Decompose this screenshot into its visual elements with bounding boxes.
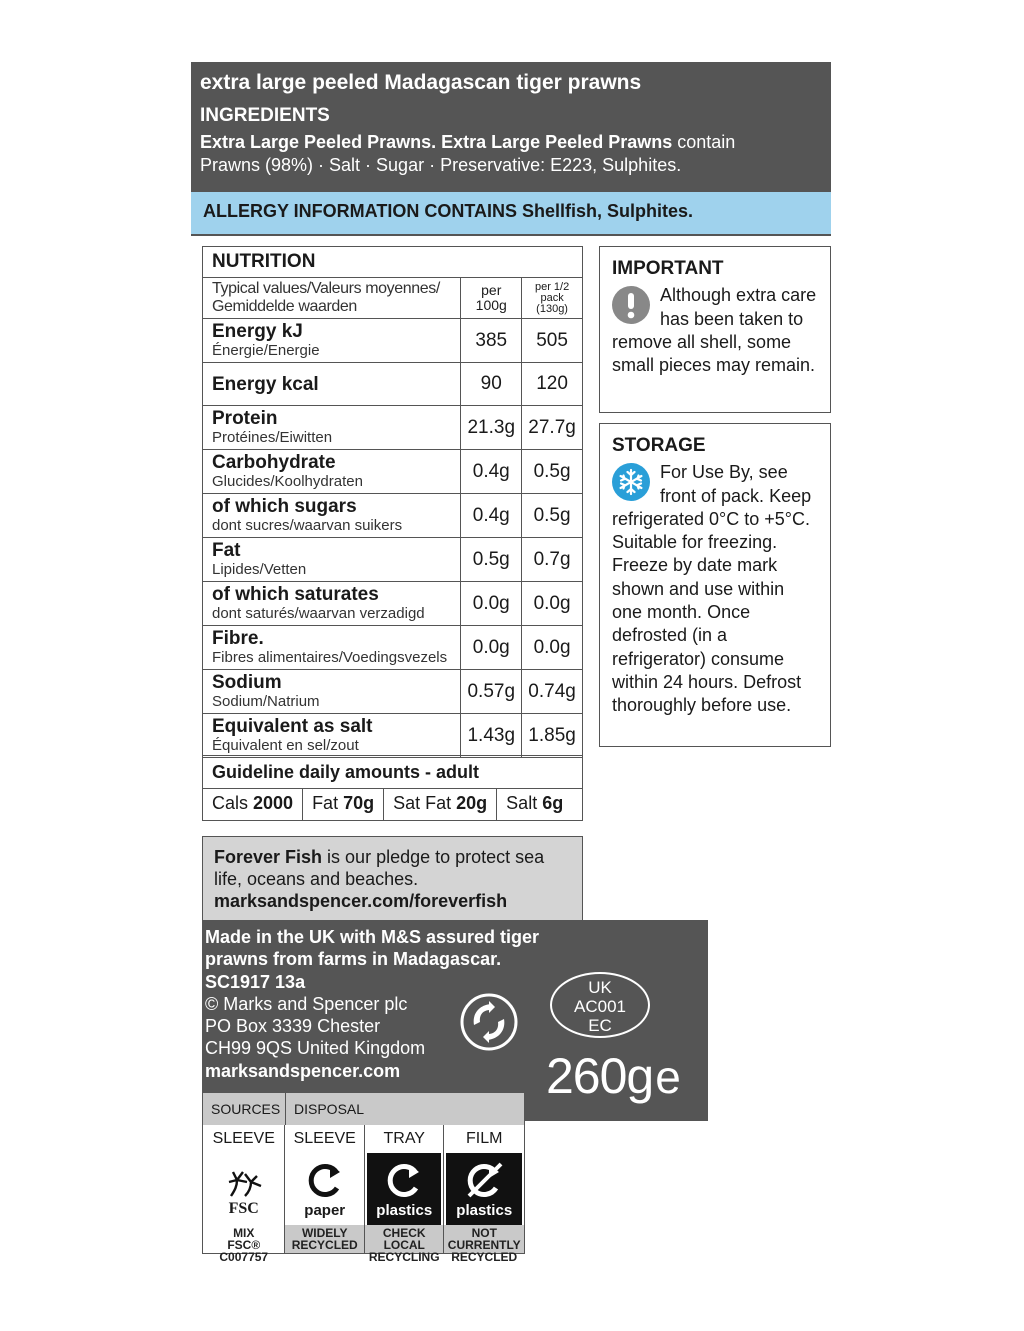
value-per-100g: 90 [461, 363, 522, 406]
allergy-information: ALLERGY INFORMATION CONTAINS Shellfish, Sulphites. [191, 192, 831, 236]
ingredients-contain: contain [672, 132, 736, 152]
ingredients-list: Prawns (98%) · Salt · Sugar · Preservative: E223, Sulphites. [200, 155, 682, 175]
product-header [191, 62, 831, 192]
exclamation-icon [612, 286, 650, 324]
product-title: extra large peeled Madagascan tiger prawns [200, 71, 642, 94]
guideline-value: 2000 [253, 793, 294, 813]
film-column: FILM plastics NOT CURRENTLY RECYCLED [444, 1125, 524, 1253]
ingredients-bold: Extra Large Peeled Prawns. Extra Large Peeled Prawns [200, 132, 673, 152]
nutrient-name: Fat [212, 540, 241, 561]
ingredients-heading: INGREDIENTS [200, 105, 330, 126]
nutrition-row [203, 450, 583, 494]
nutrient-name: Carbohydrate [212, 452, 336, 473]
important-heading: IMPORTANT [612, 258, 724, 279]
sleeve-disposal-column: SLEEVE paper WIDELY RECYCLED [285, 1125, 365, 1253]
company-name: © Marks and Spencer plc [205, 993, 408, 1014]
nutrient-name: Sodium [212, 672, 282, 693]
recycling-header [203, 1093, 524, 1125]
recycling-panel [202, 1092, 525, 1264]
forever-fish-box [202, 836, 583, 920]
value-per-half-pack: 0.5g [522, 494, 583, 538]
nutrition-row [203, 626, 583, 670]
guideline-item [497, 789, 572, 820]
value-per-100g: 21.3g [461, 406, 522, 450]
nutrient-name: Equivalent as salt [212, 716, 373, 737]
green-dot-icon [460, 993, 518, 1051]
per-100g-header: per 100g [461, 278, 522, 319]
address-line-2: CH99 9QS United Kingdom [205, 1038, 426, 1059]
nutrition-row [203, 538, 583, 582]
nutrient-translation: Sodium/Natrium [212, 693, 320, 710]
forever-fish-url[interactable]: marksandspencer.com/foreverfish [214, 891, 508, 911]
not-recycled-icon: plastics [446, 1153, 522, 1225]
nutrient-name: of which saturates [212, 584, 379, 605]
guideline-label: Salt [506, 793, 543, 813]
nutrition-row [203, 670, 583, 714]
nutrient-label [203, 363, 461, 406]
nutrient-label [203, 626, 461, 670]
forever-fish-text: is our pledge to protect sea life, oceans and beaches. [214, 847, 545, 889]
forever-fish-title: Forever Fish [214, 847, 323, 867]
guideline-label: Cals [212, 793, 254, 813]
nutrition-row [203, 494, 583, 538]
guideline-daily-amounts [202, 755, 583, 821]
value-per-half-pack: 0.7g [522, 538, 583, 582]
disposal-label: DISPOSAL [294, 1101, 365, 1117]
e-mark: e [655, 1051, 680, 1103]
guideline-row [203, 789, 582, 820]
value-per-half-pack: 505 [522, 319, 583, 363]
nutrient-label [203, 450, 461, 494]
nutrient-label [203, 582, 461, 626]
guideline-item [303, 789, 384, 820]
website[interactable]: marksandspencer.com [205, 1060, 401, 1081]
guideline-value: 6g [542, 793, 564, 813]
nutrient-label [203, 406, 461, 450]
nutrient-label [203, 319, 461, 363]
storage-box [599, 423, 831, 747]
guideline-item [384, 789, 497, 820]
nutrient-translation: Équivalent en sel/zout [212, 737, 359, 754]
storage-heading: STORAGE [612, 435, 706, 456]
typical-values-label: Typical values/Valeurs moyennes/ Gemiddelde waarden [203, 278, 461, 319]
storage-text: For Use By, see front of pack. Keep refrigerated 0°C to +5°C. Suitable for freezing. Freeze by date mark shown and use within one month. Once defrosted (in a refrigerator) consume within 24 hours. Defrost thoroughly before use. [612, 462, 812, 716]
origin-statement: Made in the UK with M&S assured tiger prawns from farms in Madagascar. [205, 927, 540, 970]
nutrition-row [203, 363, 583, 406]
nutrient-name: Protein [212, 408, 278, 429]
value-per-half-pack: 0.0g [522, 582, 583, 626]
value-per-half-pack: 0.5g [522, 450, 583, 494]
value-per-100g: 0.4g [461, 494, 522, 538]
fsc-tree-icon: FSC [205, 1153, 282, 1225]
nutrient-label [203, 538, 461, 582]
snowflake-icon [612, 463, 650, 501]
sources-label: SOURCES [203, 1093, 286, 1125]
nutrient-label [203, 670, 461, 714]
health-mark-oval: UK AC001 EC [550, 972, 650, 1038]
value-per-100g: 0.4g [461, 450, 522, 494]
important-text: Although extra care has been taken to remove all shell, some small pieces may remain. [612, 285, 817, 376]
important-box [599, 246, 831, 413]
nutrition-row [203, 714, 583, 758]
value-per-100g: 0.0g [461, 582, 522, 626]
nutrition-row [203, 582, 583, 626]
net-weight: 260ge [546, 1048, 680, 1104]
nutrient-label [203, 714, 461, 758]
nutrient-translation: dont sucres/waarvan suikers [212, 517, 403, 534]
guideline-label: Sat Fat [393, 793, 457, 813]
nutrient-translation: Fibres alimentaires/Voedingsvezels [212, 649, 448, 666]
nutrition-row [203, 406, 583, 450]
recycle-paper-icon: paper [287, 1153, 362, 1225]
value-per-half-pack: 27.7g [522, 406, 583, 450]
guideline-label: Fat [312, 793, 344, 813]
nutrition-row [203, 319, 583, 363]
value-per-100g: 0.5g [461, 538, 522, 582]
value-per-100g: 1.43g [461, 714, 522, 758]
value-per-100g: 385 [461, 319, 522, 363]
value-per-half-pack: 0.74g [522, 670, 583, 714]
nutrient-label [203, 494, 461, 538]
nutrient-translation: Lipides/Vetten [212, 561, 307, 578]
per-half-pack-header: per 1/2 pack (130g) [522, 278, 583, 319]
nutrient-name: of which sugars [212, 496, 357, 517]
nutrient-translation: dont saturés/waarvan verzadigd [212, 605, 425, 622]
nutrient-name: Energy kcal [212, 373, 319, 395]
nutrient-name: Energy kJ [212, 321, 303, 342]
nutrient-name: Fibre. [212, 628, 264, 649]
value-per-half-pack: 0.0g [522, 626, 583, 670]
nutrient-translation: Glucides/Koolhydraten [212, 473, 363, 490]
guideline-heading: Guideline daily amounts - adult [203, 756, 582, 789]
value-per-100g: 0.0g [461, 626, 522, 670]
nutrient-translation: Protéines/Eiwitten [212, 429, 333, 446]
value-per-100g: 0.57g [461, 670, 522, 714]
address-line-1: PO Box 3339 Chester [205, 1016, 381, 1037]
sleeve-source-column: SLEEVE FSC MIX FSC® C007757 [203, 1125, 285, 1253]
nutrition-heading: NUTRITION [203, 247, 583, 278]
tray-column: TRAY plastics CHECK LOCAL RECYCLING [365, 1125, 445, 1253]
value-per-half-pack: 1.85g [522, 714, 583, 758]
nutrition-table [202, 246, 583, 758]
ingredients-text [200, 131, 822, 177]
nutrient-translation: Énergie/Energie [212, 342, 320, 359]
batch-code: SC1917 13a [205, 971, 306, 992]
guideline-value: 20g [456, 793, 488, 813]
guideline-value: 70g [343, 793, 375, 813]
value-per-half-pack: 120 [522, 363, 583, 406]
guideline-item [203, 789, 303, 820]
recycle-plastics-icon: plastics [367, 1153, 442, 1225]
